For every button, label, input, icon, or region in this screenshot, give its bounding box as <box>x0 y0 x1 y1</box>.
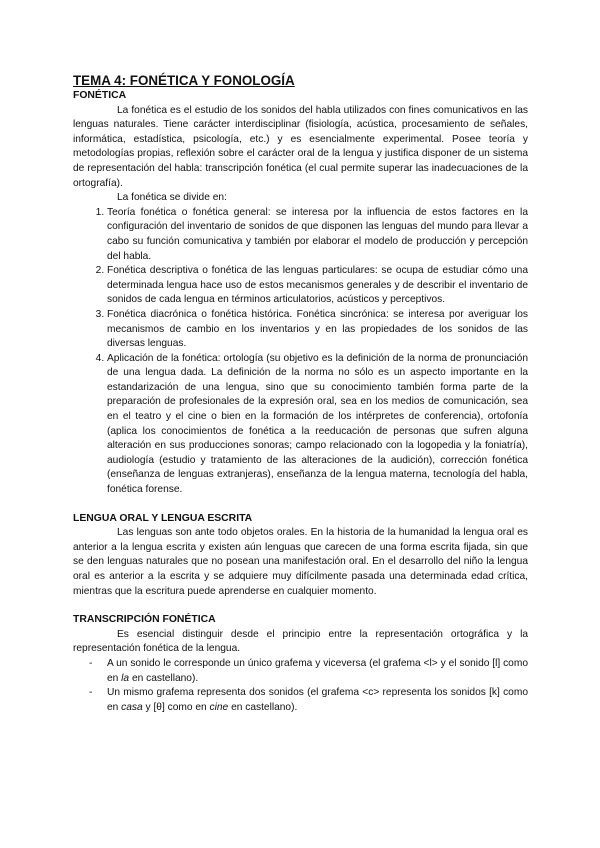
numbered-list <box>73 206 528 498</box>
document-page <box>73 72 528 715</box>
section-heading-fonetica: FONÉTICA <box>73 90 127 101</box>
dash-list <box>73 657 528 715</box>
paragraph: La fonética se divide en: <box>117 192 227 204</box>
paragraph: Es esencial distinguir desde el principio entre la representación ortográfica y la representación fonética de la lengua. <box>73 628 528 655</box>
list-item: - Un mismo grafema representa dos sonidos (el grafema <c> representa los sonidos [k] como en casa y [θ] como en cine en castellano). <box>107 686 528 715</box>
section-heading-transcripcion: TRANSCRIPCIÓN FONÉTICA <box>73 614 216 626</box>
list-item: 3. Fonética diacrónica o fonética histórica. Fonética sincrónica: se interesa por averiguar los mecanismos de cambio en los inventarios y en las propiedades de los sonidos de las diversas lenguas. <box>107 308 528 352</box>
paragraph: La fonética es el estudio de los sonidos del habla utilizados con fines comunicativos en las lenguas naturales. Tiene carácter interdisciplinar (fisiología, acústica, procesamiento de señales, informática, estadística, psicología, etc.) y es esencialmente experimental. Posee teoría y metodologías propias, reflexión sobre el carácter oral de la lengua y justifica disponer de un sistema de representación del habla: transcripción fonética (el cual permite superar las inadecuaciones de la ortografía). <box>73 104 528 189</box>
list-item: 2. Fonética descriptiva o fonética de las lenguas particulares: se ocupa de estudiar cómo una determinada lengua hace uso de estos mecanismos generales y de describir el inventario de sonidos de cada lengua en términos articulatorios, acústicos y perceptivos. <box>107 264 528 308</box>
section-heading-lengua-oral: LENGUA ORAL Y LENGUA ESCRITA <box>73 512 253 524</box>
page-title: TEMA 4: FONÉTICA Y FONOLOGÍA <box>73 73 295 88</box>
paragraph: Las lenguas son ante todo objetos orales. En la historia de la humanidad la lengua oral es anterior a la lengua escrita y existen aún lenguas que carecen de una forma escrita fijada, sin que se den lenguas naturales que no posean una manifestación oral. En el desarrollo del niño la lengua oral es anterior a la escrita y se adquiere muy difícilmente pasada una determinada edad crítica, mientras que la escritura puede aprenderse en cualquier momento. <box>73 527 528 597</box>
list-item: 4. Aplicación de la fonética: ortología (su objetivo es la definición de la norma de pronunciación de una lengua dada. La definición de la norma no sólo es un aspecto importante en la estandarización de una lengua, sino que su conocimiento también forma parte de la preparación de profesionales de la expresión oral, sea en los medios de comunicación, sea en el teatro y el cine o bien en la formación de los intérpretes de conferencia), ortofonía (aplica los conocimientos de fonética a la reeducación de personas que sufren alguna alteración en sus producciones sonoras; campo relacionado con la logopedia y la foniatría), audiología (estudio y tratamiento de las alteraciones de la audición), corrección fonética (enseñanza de lenguas extranjeras), enseñanza de la lengua materna, tecnología del habla, fonética forense. <box>107 352 528 498</box>
list-item: - A un sonido le corresponde un único grafema y viceversa (el grafema <l> y el sonido [l] como en la en castellano). <box>107 657 528 686</box>
list-item: 1. Teoría fonética o fonética general: se interesa por la influencia de estos factores en la configuración del inventario de sonidos de que disponen las lenguas del mundo para llevar a cabo su función comunicativa y también por elaborar el modelo de producción y percepción del habla. <box>107 206 528 264</box>
